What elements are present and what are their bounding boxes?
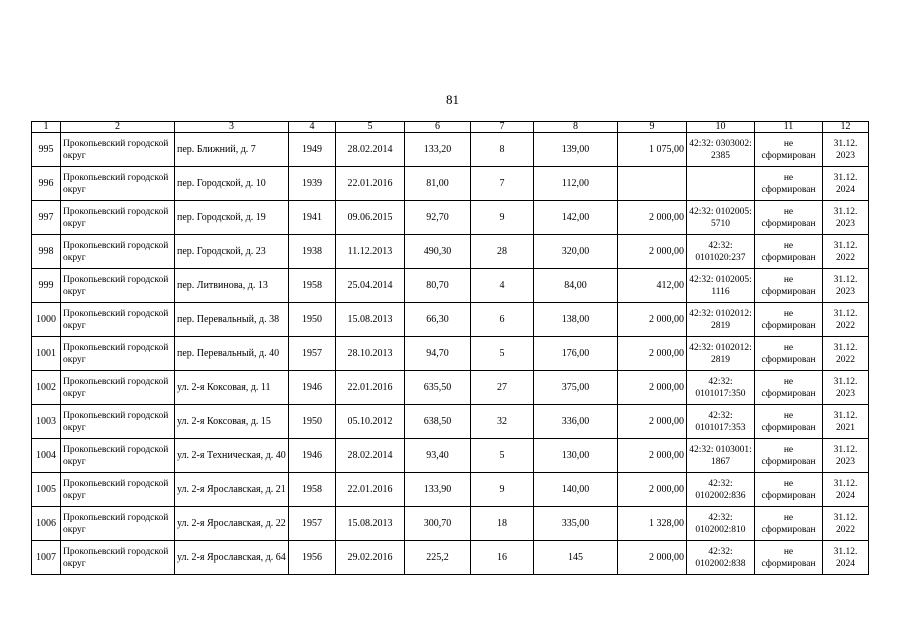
status-cell: не сформирован [755,133,823,167]
table-row [32,405,869,439]
residents-cell: 27 [471,371,534,405]
municipality-cell: Прокопьевский городской округ [61,473,175,507]
area-cell: 81,00 [405,167,471,201]
cadastral-number-cell: 42:32: 0102012: 2819 [687,303,755,337]
date-cell: 15.08.2013 [336,507,405,541]
residents-cell: 18 [471,507,534,541]
status-cell: не сформирован [755,303,823,337]
deadline-cell: 31.12. 2023 [823,439,869,473]
status-cell: не сформирован [755,235,823,269]
status-cell: не сформирован [755,541,823,575]
municipality-cell: Прокопьевский городской округ [61,201,175,235]
cadastral-number-cell: 42:32: 0102005: 5710 [687,201,755,235]
date-cell: 22.01.2016 [336,167,405,201]
year-cell: 1957 [289,337,336,371]
residents-cell: 9 [471,473,534,507]
table-row [32,371,869,405]
status-cell: не сформирован [755,405,823,439]
column-8-cell: 335,00 [534,507,618,541]
year-cell: 1950 [289,303,336,337]
residents-cell: 6 [471,303,534,337]
cadastral-number-cell: 42:32: 0102002:838 [687,541,755,575]
deadline-cell: 31.12. 2024 [823,473,869,507]
status-cell: не сформирован [755,371,823,405]
table-row [32,541,869,575]
area-cell: 92,70 [405,201,471,235]
column-8-cell: 375,00 [534,371,618,405]
column-8-cell: 320,00 [534,235,618,269]
cadastral-number-cell: 42:32: 0102012: 2819 [687,337,755,371]
column-header: 8 [534,122,618,133]
column-9-cell: 2 000,00 [618,337,687,371]
year-cell: 1957 [289,507,336,541]
address-cell: пер. Литвинова, д. 13 [175,269,289,303]
area-cell: 635,50 [405,371,471,405]
cadastral-number-cell: 42:32: 0103001: 1867 [687,439,755,473]
address-cell: ул. 2-я Техническая, д. 40 [175,439,289,473]
column-8-cell: 336,00 [534,405,618,439]
residents-cell: 4 [471,269,534,303]
cadastral-number-cell: 42:32: 0101020:237 [687,235,755,269]
date-cell: 15.08.2013 [336,303,405,337]
column-8-cell: 142,00 [534,201,618,235]
cadastral-number-cell: 42:32: 0101017:350 [687,371,755,405]
address-cell: ул. 2-я Ярославская, д. 64 [175,541,289,575]
row-number: 1001 [32,337,61,371]
deadline-cell: 31.12. 2022 [823,303,869,337]
housing-registry-table [31,121,869,575]
residents-cell: 5 [471,337,534,371]
column-8-cell: 138,00 [534,303,618,337]
year-cell: 1949 [289,133,336,167]
year-cell: 1938 [289,235,336,269]
deadline-cell: 31.12. 2024 [823,167,869,201]
row-number: 997 [32,201,61,235]
column-header: 12 [823,122,869,133]
date-cell: 28.02.2014 [336,133,405,167]
municipality-cell: Прокопьевский городской округ [61,235,175,269]
row-number: 995 [32,133,61,167]
residents-cell: 16 [471,541,534,575]
date-cell: 28.10.2013 [336,337,405,371]
table-row [32,167,869,201]
area-cell: 94,70 [405,337,471,371]
row-number: 996 [32,167,61,201]
year-cell: 1946 [289,439,336,473]
address-cell: пер. Перевальный, д. 40 [175,337,289,371]
row-number: 1002 [32,371,61,405]
date-cell: 28.02.2014 [336,439,405,473]
date-cell: 22.01.2016 [336,473,405,507]
municipality-cell: Прокопьевский городской округ [61,303,175,337]
row-number: 1000 [32,303,61,337]
table-row [32,507,869,541]
year-cell: 1941 [289,201,336,235]
cadastral-number-cell: 42:32: 0102002:836 [687,473,755,507]
municipality-cell: Прокопьевский городской округ [61,405,175,439]
deadline-cell: 31.12. 2024 [823,541,869,575]
status-cell: не сформирован [755,337,823,371]
table-body [32,133,869,575]
row-number: 1005 [32,473,61,507]
column-header: 7 [471,122,534,133]
column-9-cell: 2 000,00 [618,473,687,507]
residents-cell: 28 [471,235,534,269]
deadline-cell: 31.12. 2022 [823,507,869,541]
date-cell: 09.06.2015 [336,201,405,235]
column-9-cell: 2 000,00 [618,371,687,405]
area-cell: 80,70 [405,269,471,303]
address-cell: ул. 2-я Коксовая, д. 15 [175,405,289,439]
row-number: 1003 [32,405,61,439]
column-9-cell: 1 075,00 [618,133,687,167]
column-header: 9 [618,122,687,133]
cadastral-number-cell: 42:32: 0101017:353 [687,405,755,439]
column-8-cell: 139,00 [534,133,618,167]
address-cell: ул. 2-я Коксовая, д. 11 [175,371,289,405]
municipality-cell: Прокопьевский городской округ [61,541,175,575]
date-cell: 29.02.2016 [336,541,405,575]
column-header: 3 [175,122,289,133]
table-row [32,201,869,235]
date-cell: 25.04.2014 [336,269,405,303]
column-9-cell: 2 000,00 [618,405,687,439]
date-cell: 05.10.2012 [336,405,405,439]
address-cell: ул. 2-я Ярославская, д. 21 [175,473,289,507]
column-header: 11 [755,122,823,133]
area-cell: 66,30 [405,303,471,337]
table-row [32,473,869,507]
status-cell: не сформирован [755,439,823,473]
column-header: 1 [32,122,61,133]
table-row [32,133,869,167]
deadline-cell: 31.12. 2023 [823,133,869,167]
header-row [32,122,869,133]
column-9-cell: 2 000,00 [618,439,687,473]
residents-cell: 8 [471,133,534,167]
column-9-cell: 2 000,00 [618,235,687,269]
row-number: 1004 [32,439,61,473]
year-cell: 1939 [289,167,336,201]
column-8-cell: 145 [534,541,618,575]
municipality-cell: Прокопьевский городской округ [61,439,175,473]
table-row [32,439,869,473]
column-8-cell: 176,00 [534,337,618,371]
deadline-cell: 31.12. 2022 [823,337,869,371]
column-9-cell: 2 000,00 [618,541,687,575]
row-number: 1007 [32,541,61,575]
cadastral-number-cell: 42:32: 0102002:810 [687,507,755,541]
row-number: 999 [32,269,61,303]
deadline-cell: 31.12. 2021 [823,405,869,439]
status-cell: не сформирован [755,473,823,507]
area-cell: 638,50 [405,405,471,439]
table-row [32,235,869,269]
municipality-cell: Прокопьевский городской округ [61,371,175,405]
area-cell: 300,70 [405,507,471,541]
year-cell: 1950 [289,405,336,439]
address-cell: пер. Городской, д. 23 [175,235,289,269]
residents-cell: 5 [471,439,534,473]
column-9-cell: 412,00 [618,269,687,303]
deadline-cell: 31.12. 2023 [823,371,869,405]
table-row [32,269,869,303]
area-cell: 490,30 [405,235,471,269]
column-9-cell [618,167,687,201]
area-cell: 133,20 [405,133,471,167]
cadastral-number-cell: 42:32: 0102005: 1116 [687,269,755,303]
deadline-cell: 31.12. 2022 [823,235,869,269]
municipality-cell: Прокопьевский городской округ [61,507,175,541]
municipality-cell: Прокопьевский городской округ [61,167,175,201]
column-9-cell: 2 000,00 [618,201,687,235]
column-8-cell: 130,00 [534,439,618,473]
area-cell: 133,90 [405,473,471,507]
table-row [32,337,869,371]
cadastral-number-cell [687,167,755,201]
date-cell: 11.12.2013 [336,235,405,269]
municipality-cell: Прокопьевский городской округ [61,337,175,371]
date-cell: 22.01.2016 [336,371,405,405]
area-cell: 225,2 [405,541,471,575]
column-9-cell: 2 000,00 [618,303,687,337]
column-header: 5 [336,122,405,133]
column-header: 4 [289,122,336,133]
column-8-cell: 140,00 [534,473,618,507]
column-header: 2 [61,122,175,133]
row-number: 1006 [32,507,61,541]
municipality-cell: Прокопьевский городской округ [61,133,175,167]
year-cell: 1958 [289,269,336,303]
cadastral-number-cell: 42:32: 0303002: 2385 [687,133,755,167]
status-cell: не сформирован [755,507,823,541]
status-cell: не сформирован [755,269,823,303]
column-8-cell: 112,00 [534,167,618,201]
residents-cell: 32 [471,405,534,439]
column-9-cell: 1 328,00 [618,507,687,541]
deadline-cell: 31.12. 2023 [823,269,869,303]
municipality-cell: Прокопьевский городской округ [61,269,175,303]
table-row [32,303,869,337]
address-cell: пер. Городской, д. 19 [175,201,289,235]
year-cell: 1956 [289,541,336,575]
address-cell: пер. Городской, д. 10 [175,167,289,201]
area-cell: 93,40 [405,439,471,473]
column-header: 6 [405,122,471,133]
residents-cell: 9 [471,201,534,235]
status-cell: не сформирован [755,167,823,201]
column-8-cell: 84,00 [534,269,618,303]
status-cell: не сформирован [755,201,823,235]
column-header: 10 [687,122,755,133]
address-cell: пер. Ближний, д. 7 [175,133,289,167]
address-cell: пер. Перевальный, д. 38 [175,303,289,337]
year-cell: 1958 [289,473,336,507]
address-cell: ул. 2-я Ярославская, д. 22 [175,507,289,541]
deadline-cell: 31.12. 2023 [823,201,869,235]
row-number: 998 [32,235,61,269]
residents-cell: 7 [471,167,534,201]
page-number: 81 [446,92,459,107]
year-cell: 1946 [289,371,336,405]
